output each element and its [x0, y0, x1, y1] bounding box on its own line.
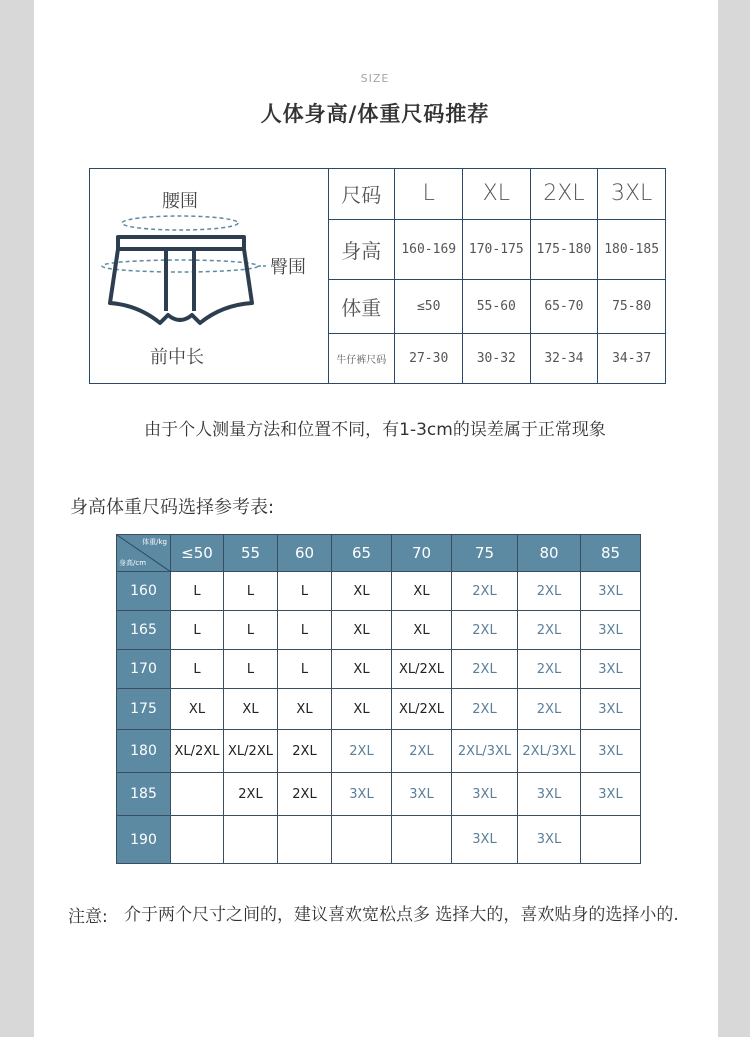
size-cell: 3XL	[392, 773, 452, 816]
size-chart	[116, 534, 641, 864]
size-cell: 2XL	[452, 611, 518, 650]
size-header: 尺码	[328, 169, 395, 219]
height-row-header: 180	[117, 730, 171, 773]
size-cell: 2XL	[518, 572, 581, 611]
size-cell: L	[278, 611, 332, 650]
size-cell: XL/2XL	[392, 650, 452, 689]
size-cell	[581, 816, 641, 864]
size-col-xl: XL	[463, 169, 531, 219]
size-cell	[171, 816, 224, 864]
weight-header: 75	[452, 535, 518, 572]
size-cell	[332, 816, 392, 864]
size-cell: 2XL	[332, 730, 392, 773]
weight-value: ≤50	[395, 279, 463, 333]
size-spec-grid	[328, 169, 665, 383]
size-cell: XL	[278, 689, 332, 730]
size-label: SIZE	[360, 72, 390, 85]
weight-header: 85	[581, 535, 641, 572]
row-label-jeans-size: 牛仔裤尺码	[328, 333, 395, 383]
size-cell: 2XL	[518, 689, 581, 730]
size-cell: L	[224, 611, 278, 650]
table-row	[117, 572, 641, 611]
waist-label: 腰围	[162, 191, 198, 212]
row-label-height: 身高	[328, 219, 395, 279]
size-cell: 2XL	[452, 689, 518, 730]
table-row	[117, 689, 641, 730]
size-cell: XL	[392, 572, 452, 611]
weight-header: 65	[332, 535, 392, 572]
size-cell	[278, 816, 332, 864]
size-cell	[171, 773, 224, 816]
size-cell: L	[224, 650, 278, 689]
weight-header: 70	[392, 535, 452, 572]
page-title: 人体身高/体重尺码推荐	[260, 102, 490, 126]
table-row	[117, 730, 641, 773]
notice-text: 介于两个尺寸之间的，建议喜欢宽松点多 选择大的，喜欢贴身的选择小的.	[124, 905, 679, 925]
jeans-size-value: 27-30	[395, 333, 463, 383]
size-cell: XL/2XL	[224, 730, 278, 773]
height-row-header: 165	[117, 611, 171, 650]
height-value: 180-185	[598, 219, 665, 279]
weight-header: 80	[518, 535, 581, 572]
size-cell: 2XL/3XL	[518, 730, 581, 773]
notice-label: 注意:	[68, 907, 108, 927]
size-cell: L	[224, 572, 278, 611]
size-col-2xl: 2XL	[530, 169, 598, 219]
size-cell: 3XL	[452, 773, 518, 816]
size-col-3xl: 3XL	[598, 169, 665, 219]
height-value: 175-180	[530, 219, 598, 279]
weight-header: 55	[224, 535, 278, 572]
height-value: 160-169	[395, 219, 463, 279]
table-row	[117, 816, 641, 864]
weight-axis-label: 体重/kg	[142, 538, 167, 546]
size-cell: L	[171, 572, 224, 611]
size-cell: L	[278, 572, 332, 611]
size-cell: 2XL	[518, 650, 581, 689]
row-label-weight: 体重	[328, 279, 395, 333]
weight-header: ≤50	[171, 535, 224, 572]
corner-header	[117, 535, 171, 572]
size-cell: 2XL	[392, 730, 452, 773]
height-row-header: 185	[117, 773, 171, 816]
size-cell: XL	[224, 689, 278, 730]
rise-label: 前中长	[150, 347, 204, 368]
size-cell: 3XL	[518, 773, 581, 816]
size-recommendation-table	[89, 168, 666, 384]
size-cell: XL	[332, 689, 392, 730]
size-cell: XL	[392, 611, 452, 650]
weight-value: 75-80	[598, 279, 665, 333]
height-axis-label: 身高/cm	[119, 559, 147, 567]
size-cell: 3XL	[581, 650, 641, 689]
height-row-header: 170	[117, 650, 171, 689]
size-cell: 2XL	[452, 650, 518, 689]
size-cell: XL	[332, 650, 392, 689]
size-cell: 2XL/3XL	[452, 730, 518, 773]
weight-header: 60	[278, 535, 332, 572]
size-cell: L	[278, 650, 332, 689]
size-cell: 3XL	[581, 730, 641, 773]
size-cell: 3XL	[581, 572, 641, 611]
size-cell: 3XL	[581, 611, 641, 650]
jeans-size-value: 30-32	[463, 333, 531, 383]
size-cell: 3XL	[518, 816, 581, 864]
height-row-header: 190	[117, 816, 171, 864]
size-cell: 3XL	[452, 816, 518, 864]
size-cell: 3XL	[581, 773, 641, 816]
size-col-l: L	[395, 169, 463, 219]
size-cell: L	[171, 650, 224, 689]
size-cell: XL	[171, 689, 224, 730]
size-cell: L	[171, 611, 224, 650]
size-cell: 2XL	[278, 773, 332, 816]
table-row	[117, 773, 641, 816]
size-cell	[224, 816, 278, 864]
jeans-size-value: 32-34	[530, 333, 598, 383]
table-row	[117, 611, 641, 650]
measurement-note: 由于个人测量方法和位置不同，有1-3cm的误差属于正常现象	[144, 420, 606, 440]
size-cell: 3XL	[332, 773, 392, 816]
size-cell: 2XL	[518, 611, 581, 650]
jeans-size-value: 34-37	[598, 333, 665, 383]
size-cell: XL/2XL	[392, 689, 452, 730]
size-cell: XL	[332, 611, 392, 650]
weight-value: 55-60	[463, 279, 531, 333]
height-row-header: 160	[117, 572, 171, 611]
underwear-diagram	[90, 169, 329, 383]
size-cell: 2XL	[452, 572, 518, 611]
hip-label: 臀围	[270, 257, 306, 278]
size-cell: XL	[332, 572, 392, 611]
size-cell: 3XL	[581, 689, 641, 730]
size-cell: 2XL	[278, 730, 332, 773]
chart-title: 身高体重尺码选择参考表:	[70, 497, 275, 518]
size-cell: 2XL	[224, 773, 278, 816]
table-row	[117, 650, 641, 689]
height-row-header: 175	[117, 689, 171, 730]
size-cell: XL/2XL	[171, 730, 224, 773]
size-cell	[392, 816, 452, 864]
weight-value: 65-70	[530, 279, 598, 333]
height-value: 170-175	[463, 219, 531, 279]
